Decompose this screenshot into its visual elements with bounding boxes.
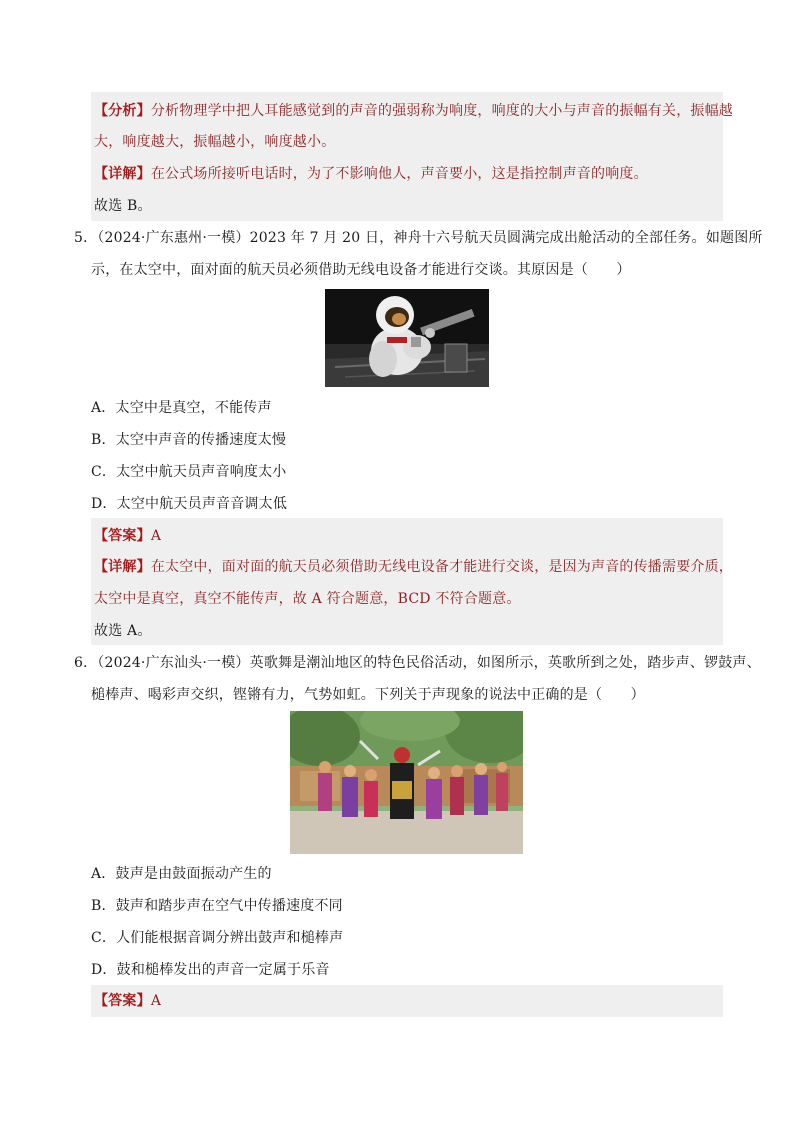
q5-option-b: B．太空中声音的传播速度太慢 [91,432,287,448]
analysis-tag: 【分析】 [94,103,151,119]
q5-option-a: A．太空中是真空，不能传声 [91,400,272,416]
answer-value: A [150,993,162,1009]
q6-option-d: D．鼓和槌棒发出的声音一定属于乐音 [91,962,330,978]
answer-tag: 【答案】 [94,993,151,1009]
analysis-text: 分析物理学中把人耳能感觉到的声音的强弱称为响度，响度的大小与声音的振幅有关，振幅越 [150,103,734,119]
q4-detail-line1 [94,164,648,184]
q6-stem-line1: 6．（2024·广东汕头·一模）英歌舞是潮汕地区的特色民俗活动，如图所示，英歌所到之处，踏步声、锣鼓声、 [74,655,761,671]
q5-conclusion: 故选 A。 [94,623,152,639]
q5-option-c: C．太空中航天员声音响度太小 [91,464,287,480]
detail-text: 在太空中，面对面的航天员必须借助无线电设备才能进行交谈，是因为声音的传播需要介质， [150,559,734,575]
yingge-dance-image [290,711,523,854]
q4-conclusion: 故选 B。 [94,198,152,214]
q5-detail-line1 [94,557,733,577]
q4-analysis-line2: 大，响度越大，振幅越小，响度越小。 [94,134,336,150]
detail-tag: 【详解】 [94,559,151,575]
astronaut-illustration [325,289,489,387]
q6-stem-line2: 槌棒声、喝彩声交织，铿锵有力，气势如虹。下列关于声现象的说法中正确的是（ ） [91,687,645,703]
q5-stem-line2: 示，在太空中，面对面的航天员必须借助无线电设备才能进行交谈。其原因是（ ） [91,262,631,278]
q6-solution-box [91,985,723,1017]
q6-option-a: A．鼓声是由鼓面振动产生的 [91,866,272,882]
answer-value: A [150,528,162,544]
q6-option-b: B．鼓声和踏步声在空气中传播速度不同 [91,898,343,914]
detail-tag: 【详解】 [94,166,151,182]
detail-text: 在公式场所接听电话时，为了不影响他人，声音要小，这是指控制声音的响度。 [150,166,648,182]
q5-detail-line2: 太空中是真空，真空不能传声，故 A 符合题意，BCD 不符合题意。 [94,591,521,607]
astronaut-spacewalk-image [325,289,489,387]
q5-option-d: D．太空中航天员声音音调太低 [91,496,288,512]
yingge-dance-illustration [290,711,523,854]
q5-stem-line1: 5．（2024·广东惠州·一模）2023 年 7 月 20 日，神舟十六号航天员圆满完成出舱活动的全部任务。如题图所 [74,230,763,246]
q4-analysis-line1 [94,101,733,121]
q5-answer-line [94,526,161,546]
q6-answer-line [94,991,161,1011]
q5-solution-box [91,518,723,645]
answer-tag: 【答案】 [94,528,151,544]
q6-option-c: C．人们能根据音调分辨出鼓声和槌棒声 [91,930,344,946]
